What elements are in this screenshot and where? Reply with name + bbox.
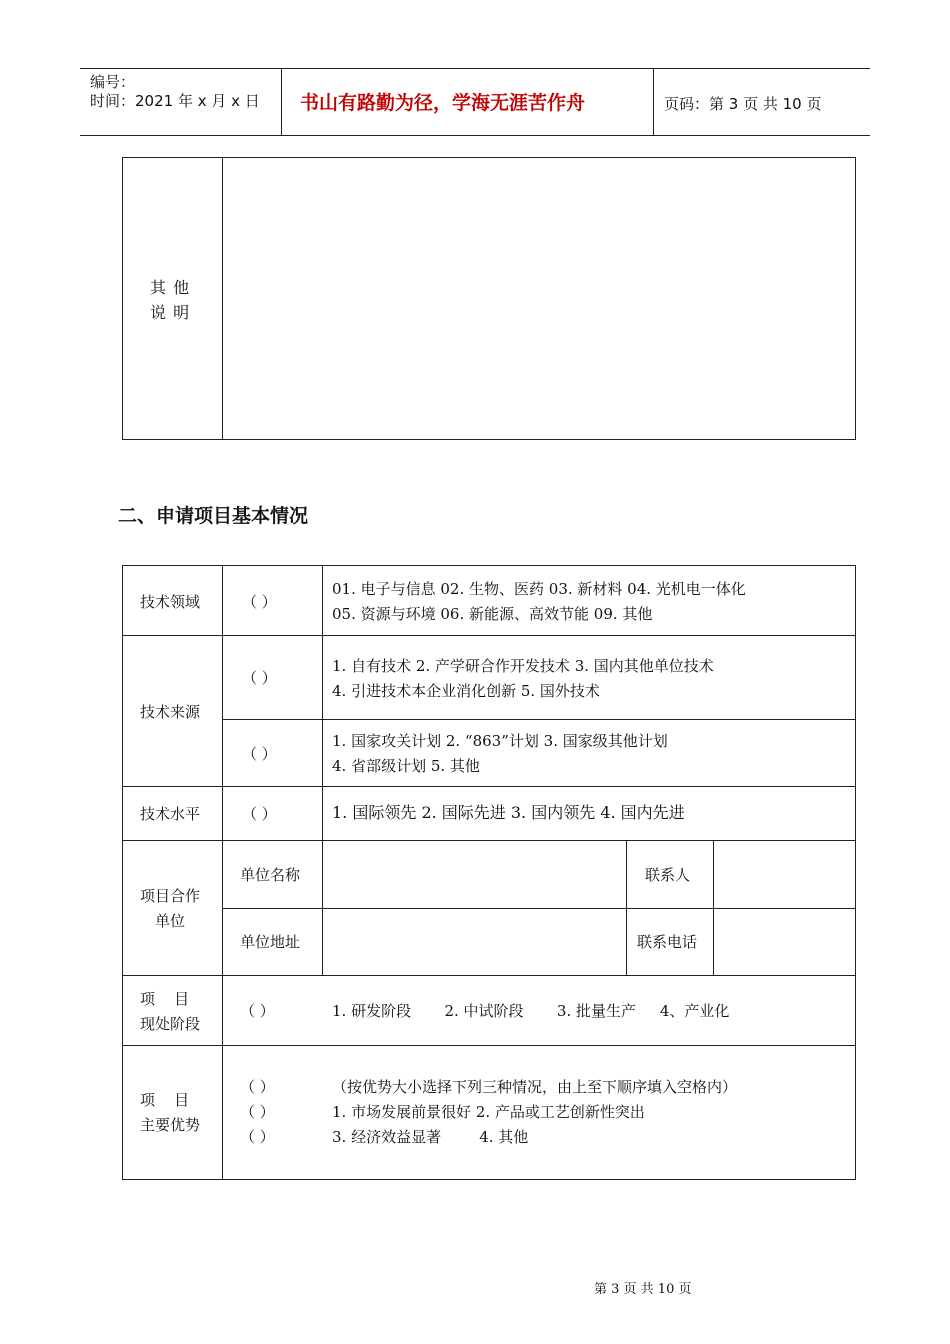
tech-source-blank2[interactable]: （ ） [242, 745, 277, 763]
partner-contact-label: 联系人 [645, 866, 691, 884]
partner-phone-field[interactable] [715, 910, 854, 973]
partner-contact-field[interactable] [715, 842, 854, 906]
stage-label-line2: 现处阶段 [140, 1015, 201, 1033]
notes-label-line1: 其 他 [150, 278, 191, 297]
partner-address-field[interactable] [324, 910, 624, 973]
tech-source-options1-line2: 4. 引进技术本企业消化创新 5. 国外技术 [332, 682, 600, 700]
tech-field-blank[interactable]: （ ） [242, 593, 277, 611]
tech-source-options2-line2: 4. 省部级计划 5. 其他 [332, 757, 480, 775]
tech-source-label: 技术来源 [140, 703, 201, 721]
partner-name-label: 单位名称 [240, 866, 301, 884]
partner-label-line1: 项目合作 [140, 887, 201, 905]
header-motto: 书山有路勤为径，学海无涯苦作舟 [300, 92, 586, 114]
advantage-blank2[interactable]: （ ） [240, 1103, 275, 1121]
tech-level-options: 1. 国际领先 2. 国际先进 3. 国内领先 4. 国内先进 [332, 803, 685, 822]
header-time-label: 时间：2021 年 x 月 x 日 [90, 92, 260, 110]
tech-field-options-line1: 01. 电子与信息 02. 生物、医药 03. 新材料 04. 光机电一体化 [332, 580, 746, 598]
notes-label-line2: 说 明 [150, 303, 191, 322]
section-title: 二、申请项目基本情况 [118, 505, 309, 527]
tech-field-options-line2: 05. 资源与环境 06. 新能源、高效节能 09. 其他 [332, 605, 653, 623]
advantage-label-line2: 主要优势 [140, 1116, 201, 1134]
tech-source-blank1[interactable]: （ ） [242, 669, 277, 687]
advantage-blank1[interactable]: （ ） [240, 1078, 275, 1096]
footer-page-number: 第 3 页 共 10 页 [594, 1282, 692, 1297]
partner-name-field[interactable] [324, 842, 624, 906]
stage-blank[interactable]: （ ） [240, 1002, 275, 1020]
advantage-blank3[interactable]: （ ） [240, 1128, 275, 1146]
tech-level-blank[interactable]: （ ） [242, 805, 277, 823]
header-number-label: 编号： [90, 73, 136, 91]
partner-label-line2: 单位 [155, 912, 186, 930]
partner-address-label: 单位地址 [240, 933, 301, 951]
partner-phone-label: 联系电话 [637, 933, 698, 951]
stage-label-line1: 项 目 [140, 990, 190, 1008]
header-page-info: 页码：第 3 页 共 10 页 [664, 95, 822, 113]
tech-level-label: 技术水平 [140, 805, 201, 823]
advantage-label-line1: 项 目 [140, 1091, 190, 1109]
tech-field-label: 技术领域 [140, 593, 201, 611]
advantage-line1: （按优势大小选择下列三种情况，由上至下顺序填入空格内） [332, 1078, 738, 1096]
advantage-line3: 3. 经济效益显著 4. 其他 [332, 1128, 529, 1146]
tech-source-options2-line1: 1. 国家攻关计划 2. “863”计划 3. 国家级其他计划 [332, 732, 668, 750]
stage-options: 1. 研发阶段 2. 中试阶段 3. 批量生产 4、产业化 [332, 1002, 730, 1020]
tech-source-options1-line1: 1. 自有技术 2. 产学研合作开发技术 3. 国内其他单位技术 [332, 657, 714, 675]
advantage-line2: 1. 市场发展前景很好 2. 产品或工艺创新性突出 [332, 1103, 645, 1121]
notes-content-field[interactable] [224, 159, 854, 438]
